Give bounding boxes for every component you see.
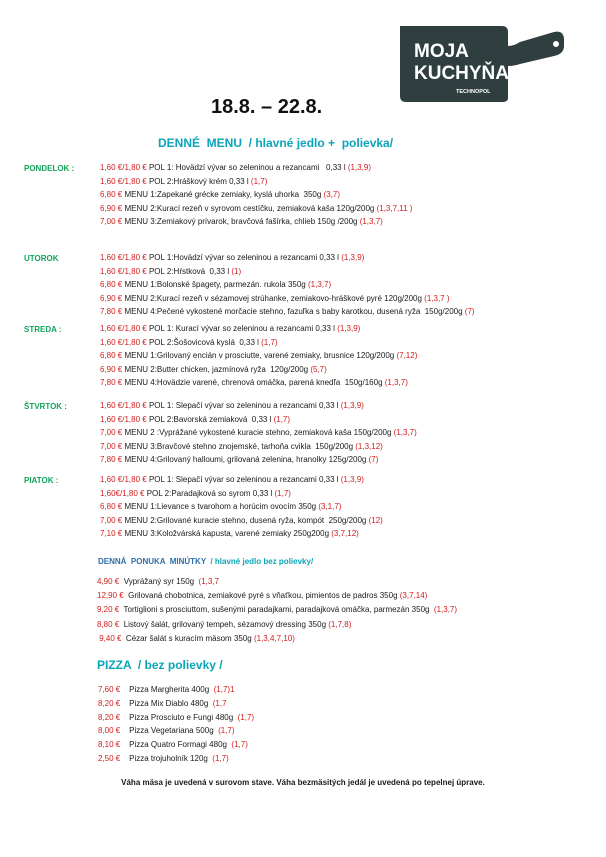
minutky-item-text: Vyprážaný syr 150g	[121, 577, 199, 586]
menu-item-allergens: (7)	[368, 455, 379, 465]
pizza-item-allergens: (1,7)	[212, 754, 229, 763]
menu-item-allergens: (7)	[464, 307, 475, 317]
menu-item	[100, 280, 331, 290]
minutky-item-price: 4,90 €	[97, 577, 122, 586]
minutky-item-allergens: (1,3,4,7,10)	[253, 633, 295, 643]
minutky-item-price: 12,90 €	[97, 591, 126, 601]
menu-item-price: 6,80 €	[100, 280, 125, 290]
menu-item	[100, 516, 383, 526]
menu-item-text: MENU 4:Pečené vykostené morčacie stehno, fazuľka s baby karotkou, dusená ryža 150g/200g	[124, 307, 465, 317]
pizza-item-text: Pizza trojuholník 120g	[122, 754, 213, 763]
day-label: PIATOK :	[24, 476, 59, 485]
menu-item-text: MENU 3:Bravčové stehno znojemské, tarhoňa cvikla 150g/200g	[124, 441, 356, 451]
minutky-item	[97, 634, 295, 644]
minutky-item-text: Listový šalát, grilovaný tempeh, sézamový dressing 350g	[121, 619, 329, 629]
menu-item-text: POL 2:Šošovicová kyslá 0,33 l	[148, 337, 262, 347]
menu-item	[100, 502, 341, 512]
menu-item-text: MENU 3:Koložvárská kapusta, varené zemiaky 250g200g	[124, 529, 332, 539]
menu-item-text: MENU 2 :Vyprážané vykostené kuracie stehno, zemiaková kaša 150g/200g	[124, 428, 394, 438]
minutky-item-text: Tortiglioni s prosciuttom, sušenými paradajkami, paradajková omáčka, parmezán 350g	[121, 605, 434, 615]
menu-item-allergens: (1,7)	[250, 176, 268, 186]
menu-item	[100, 307, 475, 317]
pizza-item-text: Pizza Quatro Formagi 480g	[122, 740, 232, 750]
menu-item	[100, 489, 291, 499]
menu-item	[100, 378, 408, 388]
pizza-item-price: 8,20 €	[98, 698, 123, 708]
logo-line2: KUCHYŇA	[414, 63, 509, 84]
menu-item	[100, 351, 417, 361]
pizza-item-text: Pizza Margherita 400g	[122, 685, 214, 694]
menu-item-text: POL 1: Slepačí vývar so zeleninou a rezancami 0,33 l	[148, 475, 341, 484]
pizza-item-price: 7,60 €	[98, 685, 123, 694]
menu-item	[100, 338, 278, 348]
menu-item-allergens: (1,7)	[273, 414, 291, 424]
cutting-board-logo-icon	[398, 24, 568, 104]
minutky-heading	[98, 557, 313, 566]
menu-item-price: 6,80 €	[100, 351, 125, 361]
pizza-item-allergens: (1,7)	[218, 726, 235, 736]
day-label: STREDA :	[24, 325, 62, 334]
pizza-item	[98, 685, 235, 695]
menu-item-text: MENU 3:Zemiakový prívarok, bravčová fašírka, chlieb 150g /200g	[124, 217, 360, 227]
menu-item-allergens: (1,3,9)	[340, 401, 364, 410]
menu-item-allergens: (5,7)	[310, 364, 327, 374]
menu-item-price: 1,60 €/1,80 €	[100, 337, 149, 347]
menu-item-price: 6,90 €	[100, 203, 125, 213]
pizza-item-text: Pizza Prosciuto e Fungi 480g	[122, 712, 238, 722]
menu-item-allergens: (1,3,9)	[341, 253, 365, 262]
menu-item-text: MENU 2:Grilované kuracie stehno, dusená ryža, kompót 250g/200g	[124, 515, 369, 525]
menu-item-price: 1,60 €/1,80 €	[100, 163, 149, 172]
pizza-heading: PIZZA / bez polievky /	[97, 658, 223, 672]
menu-item	[100, 253, 364, 263]
menu-item-allergens: (1,7)	[261, 337, 278, 347]
minutky-item-text: Cézar šalát s kuracím mäsom 350g	[123, 633, 254, 643]
menu-item-allergens: (3,7,12)	[331, 529, 359, 539]
menu-item-text: MENU 1:Bolonské špagety, parmezán. rukola 350g	[124, 280, 308, 290]
pizza-item-text: Pizza Vegetariana 500g	[122, 726, 219, 736]
menu-item-allergens: (3,7)	[323, 190, 340, 200]
menu-item-price: 7,80 €	[100, 378, 125, 388]
menu-item-allergens: (1,3,7 )	[424, 293, 450, 303]
pizza-item	[98, 740, 248, 750]
date-range: 18.8. – 22.8.	[211, 96, 323, 118]
day-label: PONDELOK :	[24, 164, 75, 173]
menu-item	[100, 217, 383, 227]
menu-item-allergens: (1)	[231, 266, 242, 276]
menu-item-text: MENU 1:Lievance s tvarohom a horúcim ovocím 350g	[124, 502, 319, 512]
menu-item-price: 6,90 €	[100, 364, 125, 374]
logo-line3: TECHNOPOL	[456, 89, 491, 95]
menu-item-allergens: (1,3,7)	[307, 280, 332, 290]
menu-item	[100, 204, 412, 214]
menu-item-text: MENU 2:Butter chicken, jazmínová ryža 120g/200g	[124, 364, 311, 374]
menu-item-price: 7,00 €	[100, 217, 125, 227]
pizza-item-text: Pizza Mix Diablo 480g	[122, 698, 213, 708]
menu-item-price: 7,00 €	[100, 515, 125, 525]
menu-item-price: 1,60 €/1,80 €	[100, 401, 149, 410]
menu-item	[100, 365, 327, 375]
pizza-item-price: 8,20 €	[98, 712, 123, 722]
menu-item-price: 1,60 €/1,80 €	[100, 414, 149, 424]
moja-kuchyna-logo	[398, 24, 568, 104]
menu-item-allergens: (1,3,7,11 )	[376, 203, 413, 213]
menu-item	[100, 455, 378, 465]
menu-item-text: POL 2:Hŕstková 0,33 l	[148, 266, 232, 276]
menu-item-text: MENU 2:Kurací rezeň v sézamovej strúhanke, zemiakovo-hráškové pyré 120g/200g	[124, 293, 425, 303]
menu-item-price: 7,10 €	[100, 529, 125, 539]
pizza-item-price: 8,10 €	[98, 740, 123, 750]
menu-item-allergens: (1,3,7)	[393, 428, 417, 438]
menu-item-price: 1,60 €/1,80 €	[100, 475, 149, 484]
menu-item-allergens: (1,3,7)	[359, 217, 383, 227]
menu-item-text: POL 1: Slepačí vývar so zeleninou a rezancami 0,33 l	[148, 401, 341, 410]
menu-item-text: MENU 4:Hovädzie varené, chrenová omáčka, parená knedľa 150g/160g	[124, 378, 385, 388]
minutky-item-price: 8,80 €	[97, 619, 122, 629]
pizza-item	[98, 726, 235, 736]
menu-item-text: POL 2:Paradajková so syrom 0,33 l	[146, 488, 275, 498]
menu-item-text: POL 1: Hovädzí vývar so zeleninou a rezancami 0,33 l	[148, 163, 348, 172]
minutky-item	[97, 620, 351, 630]
menu-item	[100, 475, 364, 485]
menu-item	[100, 190, 340, 200]
menu-item-price: 7,00 €	[100, 441, 125, 451]
menu-item	[100, 529, 359, 539]
menu-item-allergens: (1,3,7)	[384, 378, 408, 388]
menu-item-price: 6,80 €	[100, 502, 125, 512]
pizza-item-allergens: (1,7)1	[213, 685, 235, 694]
menu-item-text: POL 2:Hráškový krém 0,33 l	[148, 176, 251, 186]
menu-item	[100, 415, 290, 425]
pizza-item	[98, 713, 254, 723]
menu-item	[100, 267, 241, 277]
menu-item	[100, 428, 417, 438]
minutky-item-price: 9,20 €	[97, 605, 122, 615]
minutky-item-price: 9,40 €	[97, 633, 124, 643]
pizza-item-allergens: (1,7	[212, 698, 227, 708]
minutky-item	[97, 591, 427, 601]
menu-item-price: 7,00 €	[100, 428, 125, 438]
daily-menu-heading: DENNÉ MENU / hlavné jedlo + polievka/	[158, 136, 394, 150]
menu-item-text: POL 2:Bavorská zemiaková 0,33 l	[148, 414, 274, 424]
menu-item	[100, 177, 267, 187]
menu-item-allergens: (1,3,9)	[347, 163, 371, 172]
menu-item-allergens: (1,3,9)	[340, 475, 364, 484]
pizza-item-price: 8,00 €	[98, 726, 123, 736]
minutky-heading-title: DENNÁ PONUKA MINÚTKY	[98, 557, 207, 566]
menu-item-price: 1,60 €/1,80 €	[100, 253, 149, 262]
minutky-item	[97, 577, 219, 587]
minutky-item-allergens: (1,3,7	[198, 577, 220, 586]
minutky-item-text: Grilovaná chobotnica, zemiakové pyré s vňaťkou, pimientos de padros 350g	[125, 591, 400, 601]
logo-line1: MOJA	[414, 41, 469, 62]
menu-item-price: 7,80 €	[100, 307, 125, 317]
day-label: UTOROK	[24, 254, 59, 263]
menu-item-price: 1,60 €/1,80 €	[100, 176, 149, 186]
menu-item	[100, 442, 383, 452]
pizza-item-price: 2,50 €	[98, 754, 123, 763]
pizza-item	[98, 699, 227, 709]
menu-item-price: 1,60 €/1,80 €	[100, 266, 149, 276]
menu-item-price: 6,80 €	[100, 190, 125, 200]
menu-item-allergens: (1,3,12)	[355, 441, 383, 451]
pizza-item-allergens: (1,7)	[237, 712, 255, 722]
menu-item-text: MENU 1:Zapekané grécke zemiaky, kyslá uhorka 350g	[124, 190, 324, 200]
minutky-item	[97, 605, 457, 615]
minutky-heading-note: / hlavné jedlo bez polievky/	[206, 557, 314, 566]
menu-item-text: MENU 1:Grilovaný encián v prosciutte, varené zemiaky, brusnice 120g/200g	[124, 351, 397, 361]
menu-item-allergens: (7,12)	[396, 351, 418, 361]
menu-item-text: MENU 4:Grilovaný halloumi, grilovaná zelenina, hranolky 125g/200g	[124, 455, 369, 465]
footer-note: Váha mäsa je uvedená v surovom stave. Váha bezmäsitých jedál je uvedená po tepelnej úprave.	[121, 778, 485, 787]
menu-item-price: 6,90 €	[100, 293, 125, 303]
menu-item	[100, 324, 360, 334]
minutky-item-allergens: (1,7,8)	[328, 619, 352, 629]
menu-item-text: MENU 2:Kurací rezeň v syrovom cestíčku, zemiaková kaša 120g/200g	[124, 203, 377, 213]
menu-item-allergens: (1,7)	[274, 488, 291, 498]
menu-item-text: POL 1: Kurací vývar so zeleninou a rezancami 0,33 l	[148, 324, 338, 333]
menu-item	[100, 294, 450, 304]
menu-item-price: 1,60€/1,80 €	[100, 488, 147, 498]
menu-item-allergens: (1,3,9)	[337, 324, 361, 333]
menu-item-text: POL 1:Hovädzí vývar so zeleninou a rezancami 0,33 l	[148, 253, 342, 262]
minutky-item-allergens: (1,3,7)	[433, 605, 458, 615]
menu-item-price: 7,80 €	[100, 455, 125, 465]
minutky-item-allergens: (3,7,14)	[399, 591, 428, 601]
menu-item-allergens: (3,1,7)	[318, 502, 342, 512]
pizza-item	[98, 754, 229, 764]
day-label: ŠTVRTOK :	[24, 402, 67, 411]
menu-item	[100, 163, 371, 173]
pizza-item-allergens: (1,7)	[231, 740, 248, 750]
menu-item-price: 1,60 €/1,80 €	[100, 324, 149, 333]
menu-item	[100, 401, 364, 411]
menu-item-allergens: (12)	[368, 515, 383, 525]
